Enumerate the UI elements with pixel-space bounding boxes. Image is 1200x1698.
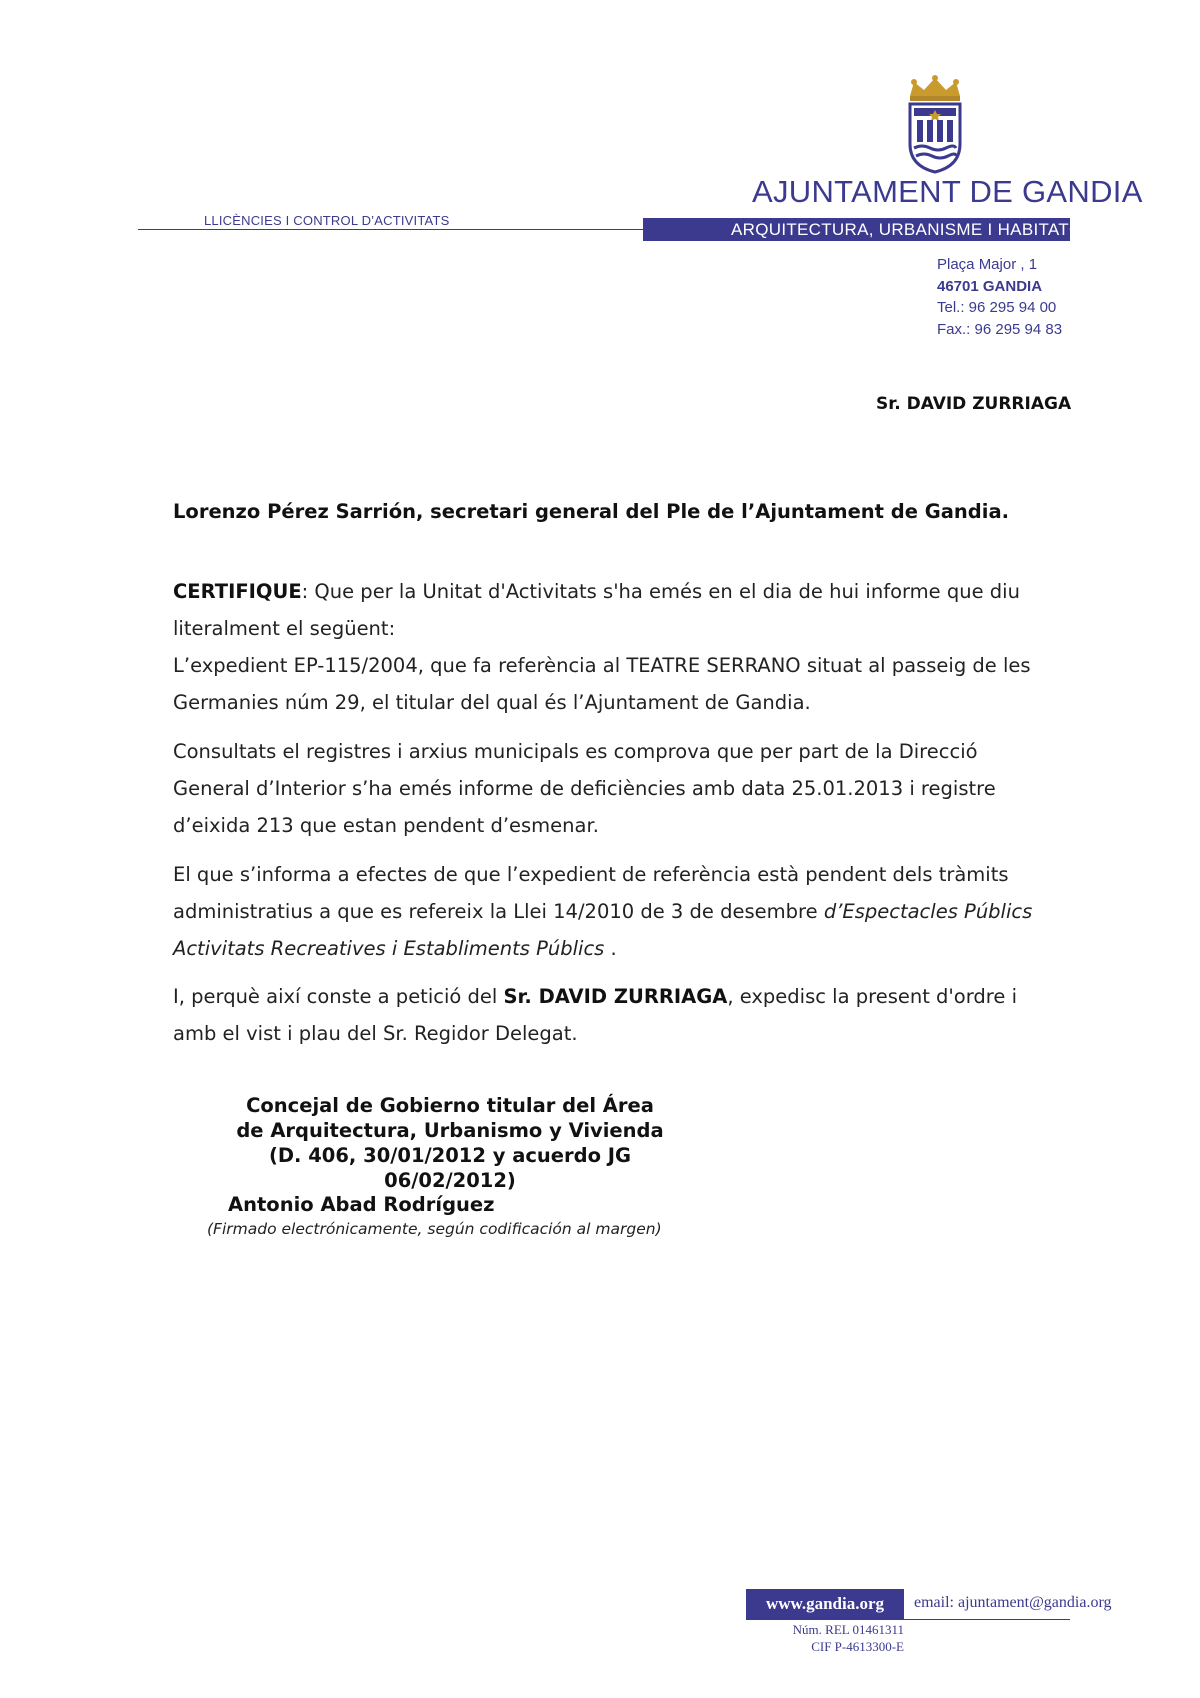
paragraph-closing [173,978,1070,1052]
p3-law-title: d’Espectacles Públics [823,900,1033,923]
p4-line2: amb el vist i plau del Sr. Regidor Delegat. [173,1022,578,1045]
footer-divider [746,1619,1070,1620]
paragraph-certifique [173,573,1070,721]
p4-recipient: Sr. DAVID ZURRIAGA [503,985,728,1008]
footer-rel: Núm. REL 01461311 [792,1622,904,1637]
p3-line2a: administratius a que es refereix la Llei 14/2010 de 3 de desembre [173,900,824,923]
address-street: Plaça Major , 1 [937,256,1038,273]
document-heading: Lorenzo Pérez Sarrión, secretari general del Ple de l’Ajuntament de Gandia. [173,500,1010,523]
department-bar-label: ARQUITECTURA, URBANISME I HABITATGE [731,220,1095,239]
crest-icon [900,74,970,174]
signature-line4: 06/02/2012) [384,1169,516,1192]
footer-cif: CIF P-4613300-E [811,1639,904,1654]
header-divider [138,229,643,230]
p3-line1: El que s’informa a efectes de que l’expedient de referència està pendent dels tràmits [173,863,1009,886]
footer-ids [746,1621,904,1655]
department-bar [643,218,1095,241]
address-block [937,254,1070,340]
recipient: Sr. DAVID ZURRIAGA [876,394,1072,414]
p2-line1: Consultats el registres i arxius municipals es comprova que per part de la Direcció [173,740,978,763]
department-left: LLICÈNCIES I CONTROL D’ACTIVITATS [204,213,450,228]
organization-name: AJUNTAMENT DE GANDIA [752,174,1143,209]
address-postal: 46701 GANDIA [937,277,1043,295]
p1-line1: : Que per la Unitat d'Activitats s'ha emés en el dia de hui informe que diu [301,580,1020,603]
signature-note: (Firmado electrónicamente, según codificación al margen) [207,1220,662,1238]
p1-line2: literalment el següent: [173,617,396,640]
signature-block [190,1093,710,1193]
certifique-label: CERTIFIQUE [173,580,302,603]
p1-line4: Germanies núm 29, el titular del qual és l’Ajuntament de Gandia. [173,691,811,714]
p2-line3: d’eixida 213 que estan pendent d’esmenar. [173,814,599,837]
footer-website-link[interactable]: www.gandia.org [746,1589,904,1619]
signature-line3: (D. 406, 30/01/2012 y acuerdo JG [268,1144,632,1167]
p1-line3: L’expedient EP-115/2004, que fa referència al TEATRE SERRANO situat al passeig de les [173,654,1031,677]
paragraph-consultats [173,733,1070,844]
address-fax: Fax.: 96 295 94 83 [937,320,1063,338]
p4-line1a: I, perquè així conste a petició del [173,985,504,1008]
address-tel: Tel.: 96 295 94 00 [937,299,1057,316]
p4-line1c: , expedisc la present d'ordre i [727,985,1017,1008]
signatory-name: Antonio Abad Rodríguez [228,1193,495,1216]
footer-email-link[interactable]: email: ajuntament@gandia.org [914,1594,1112,1611]
signature-line1: Concejal de Gobierno titular del Área [246,1094,654,1117]
p3-line3a: Activitats Recreatives i Establiments Públics [173,937,605,960]
p3-line3b: . [604,937,617,960]
paragraph-informa [173,856,1070,967]
p2-line2: General d’Interior s’ha emés informe de deficiències amb data 25.01.2013 i registre [173,777,996,800]
signature-line2: de Arquitectura, Urbanismo y Vivienda [236,1119,664,1142]
